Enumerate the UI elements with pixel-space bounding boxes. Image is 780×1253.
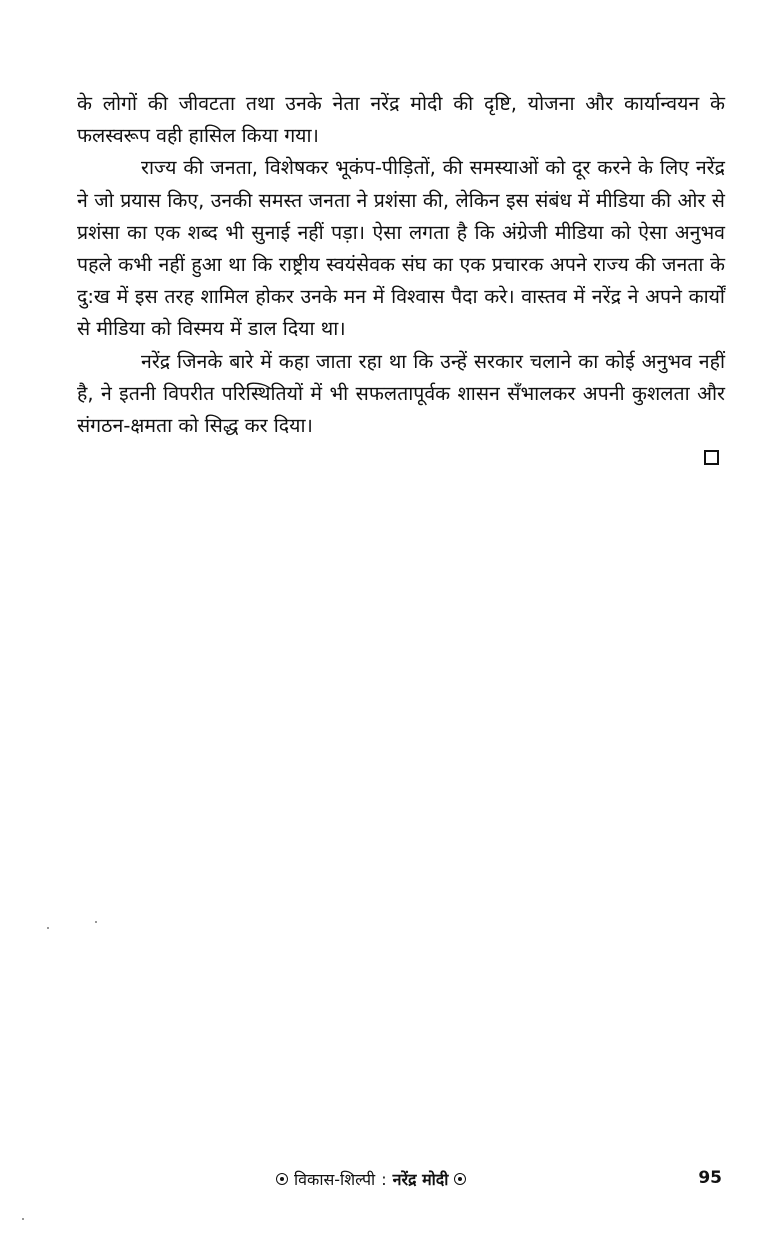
flower-ornament-icon <box>454 1173 466 1185</box>
paragraph-media-praise: राज्य की जनता, विशेषकर भूकंप-पीड़ितों, की समस्याओं को दूर करने के लिए नरेंद्र ने जो प्रयास किए, उनकी समस्त जनता ने प्रशंसा की, लेकिन इस संबंध में मीडिया की ओर से प्रशंसा का एक शब्द भी सुनाई नहीं पड़ा। ऐसा लगता है कि अंग्रेजी मीडिया को ऐसा अनुभव पहले कभी नहीं हुआ था कि राष्ट्रीय स्वयंसेवक संघ का एक प्रचारक अपने राज्य की जनता के दु:ख में इस तरह शामिल होकर उनके मन में विश्वास पैदा करे। वास्तव में नरेंद्र ने अपने कार्यों से मीडिया को विस्मय में डाल दिया था। <box>77 156 725 341</box>
chapter-end-square-icon <box>704 450 719 465</box>
body-text <box>77 88 725 442</box>
scan-speck <box>47 927 49 929</box>
author-name: नरेंद्र मोदी <box>392 1170 449 1189</box>
page-footer <box>0 1168 780 1194</box>
series-title: विकास-शिल्पी <box>294 1170 376 1189</box>
scan-speck <box>22 1218 24 1220</box>
paragraph-continuation: के लोगों की जीवटता तथा उनके नेता नरेंद्र मोदी की दृष्टि, योजना और कार्यान्वयन के फलस्वरूप वही हासिल किया गया। <box>77 92 725 148</box>
flower-ornament-icon <box>276 1173 288 1185</box>
scan-speck <box>95 921 97 923</box>
running-title <box>272 1168 470 1190</box>
page-number: 95 <box>698 1168 722 1188</box>
paragraph-governance: नरेंद्र जिनके बारे में कहा जाता रहा था कि उन्हें सरकार चलाने का कोई अनुभव नहीं है, ने इतनी विपरीत परिस्थितियों में भी सफलतापूर्वक शासन सँभालकर अपनी कुशलता और संगठन-क्षमता को सिद्ध कर दिया। <box>77 349 725 438</box>
title-separator: : <box>381 1169 387 1189</box>
